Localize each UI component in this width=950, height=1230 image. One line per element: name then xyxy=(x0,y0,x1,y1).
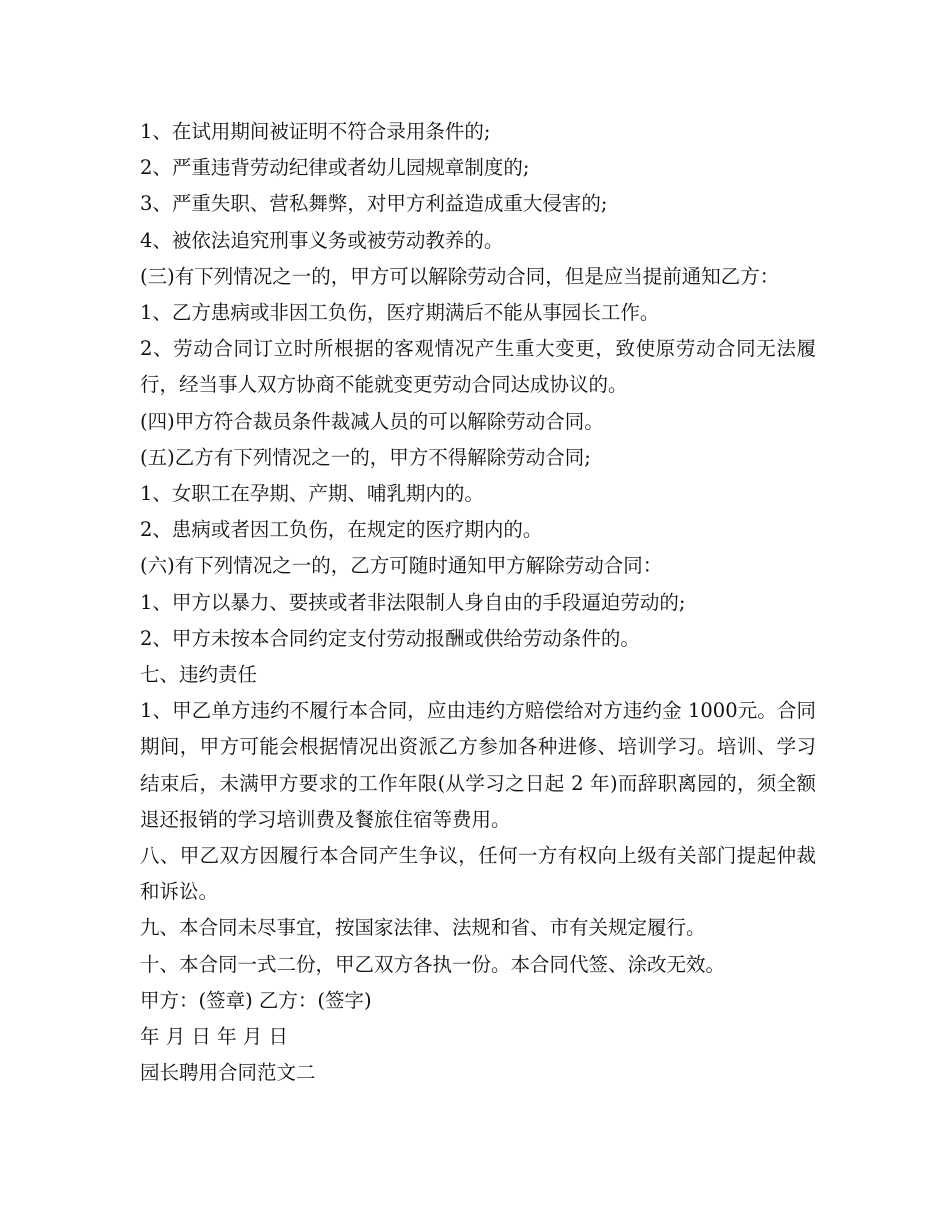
paragraph: 1、甲乙单方违约不履行本合同，应由违约方赔偿给对方违约金 1000元。合同期间，甲方可能会根据情况出资派乙方参加各种进修、培训学习。培训、学习结束后，未满甲方要求的工作年限(从学习之日起 2 年)而辞职离园的，须全额退还报销的学习培训费及餐旅住宿等费用。 xyxy=(140,699,816,831)
paragraph: 4、被依法追究刑事义务或被劳动教养的。 xyxy=(140,228,504,252)
paragraph: 1、女职工在孕期、产期、哺乳期内的。 xyxy=(140,482,484,506)
paragraph: 2、严重违背劳动纪律或者幼儿园规章制度的; xyxy=(140,156,530,180)
signature-line: 甲方：(签章) 乙方：(签字) xyxy=(140,988,372,1012)
paragraph: (三)有下列情况之一的，甲方可以解除劳动合同，但是应当提前通知乙方： xyxy=(140,264,780,288)
paragraph: 九、本合同未尽事宜，按国家法律、法规和省、市有关规定履行。 xyxy=(140,916,706,940)
paragraph: 1、甲方以暴力、要挟或者非法限制人身自由的手段逼迫劳动的; xyxy=(140,590,686,614)
paragraph: 1、在试用期间被证明不符合录用条件的; xyxy=(140,120,491,143)
paragraph: 3、严重失职、营私舞弊，对甲方利益造成重大侵害的; xyxy=(140,192,608,216)
paragraph: 1、乙方患病或非因工负伤，医疗期满后不能从事园长工作。 xyxy=(140,301,660,325)
paragraph: 十、本合同一式二份，甲乙双方各执一份。本合同代签、涂改无效。 xyxy=(140,952,726,976)
paragraph: 2、劳动合同订立时所根据的客观情况产生重大变更，致使原劳动合同无法履行，经当事人双方协商不能就变更劳动合同达成协议的。 xyxy=(140,337,816,397)
paragraph: 八、甲乙双方因履行本合同产生争议，任何一方有权向上级有关部门提起仲裁和诉讼。 xyxy=(140,844,816,904)
paragraph: (五)乙方有下列情况之一的，甲方不得解除劳动合同; xyxy=(140,445,591,469)
paragraph: 2、患病或者因工负伤，在规定的医疗期内的。 xyxy=(140,518,543,542)
paragraph: (六)有下列情况之一的，乙方可随时通知甲方解除劳动合同： xyxy=(140,554,663,578)
next-document-title: 园长聘用合同范文二 xyxy=(140,1061,316,1085)
paragraph: (四)甲方符合裁员条件裁减人员的可以解除劳动合同。 xyxy=(140,409,604,433)
section-heading: 七、违约责任 xyxy=(140,663,258,687)
document-page xyxy=(140,114,816,1091)
paragraph: 2、甲方未按本合同约定支付劳动报酬或供给劳动条件的。 xyxy=(140,626,640,650)
date-line: 年 月 日 年 月 日 xyxy=(140,1025,288,1049)
